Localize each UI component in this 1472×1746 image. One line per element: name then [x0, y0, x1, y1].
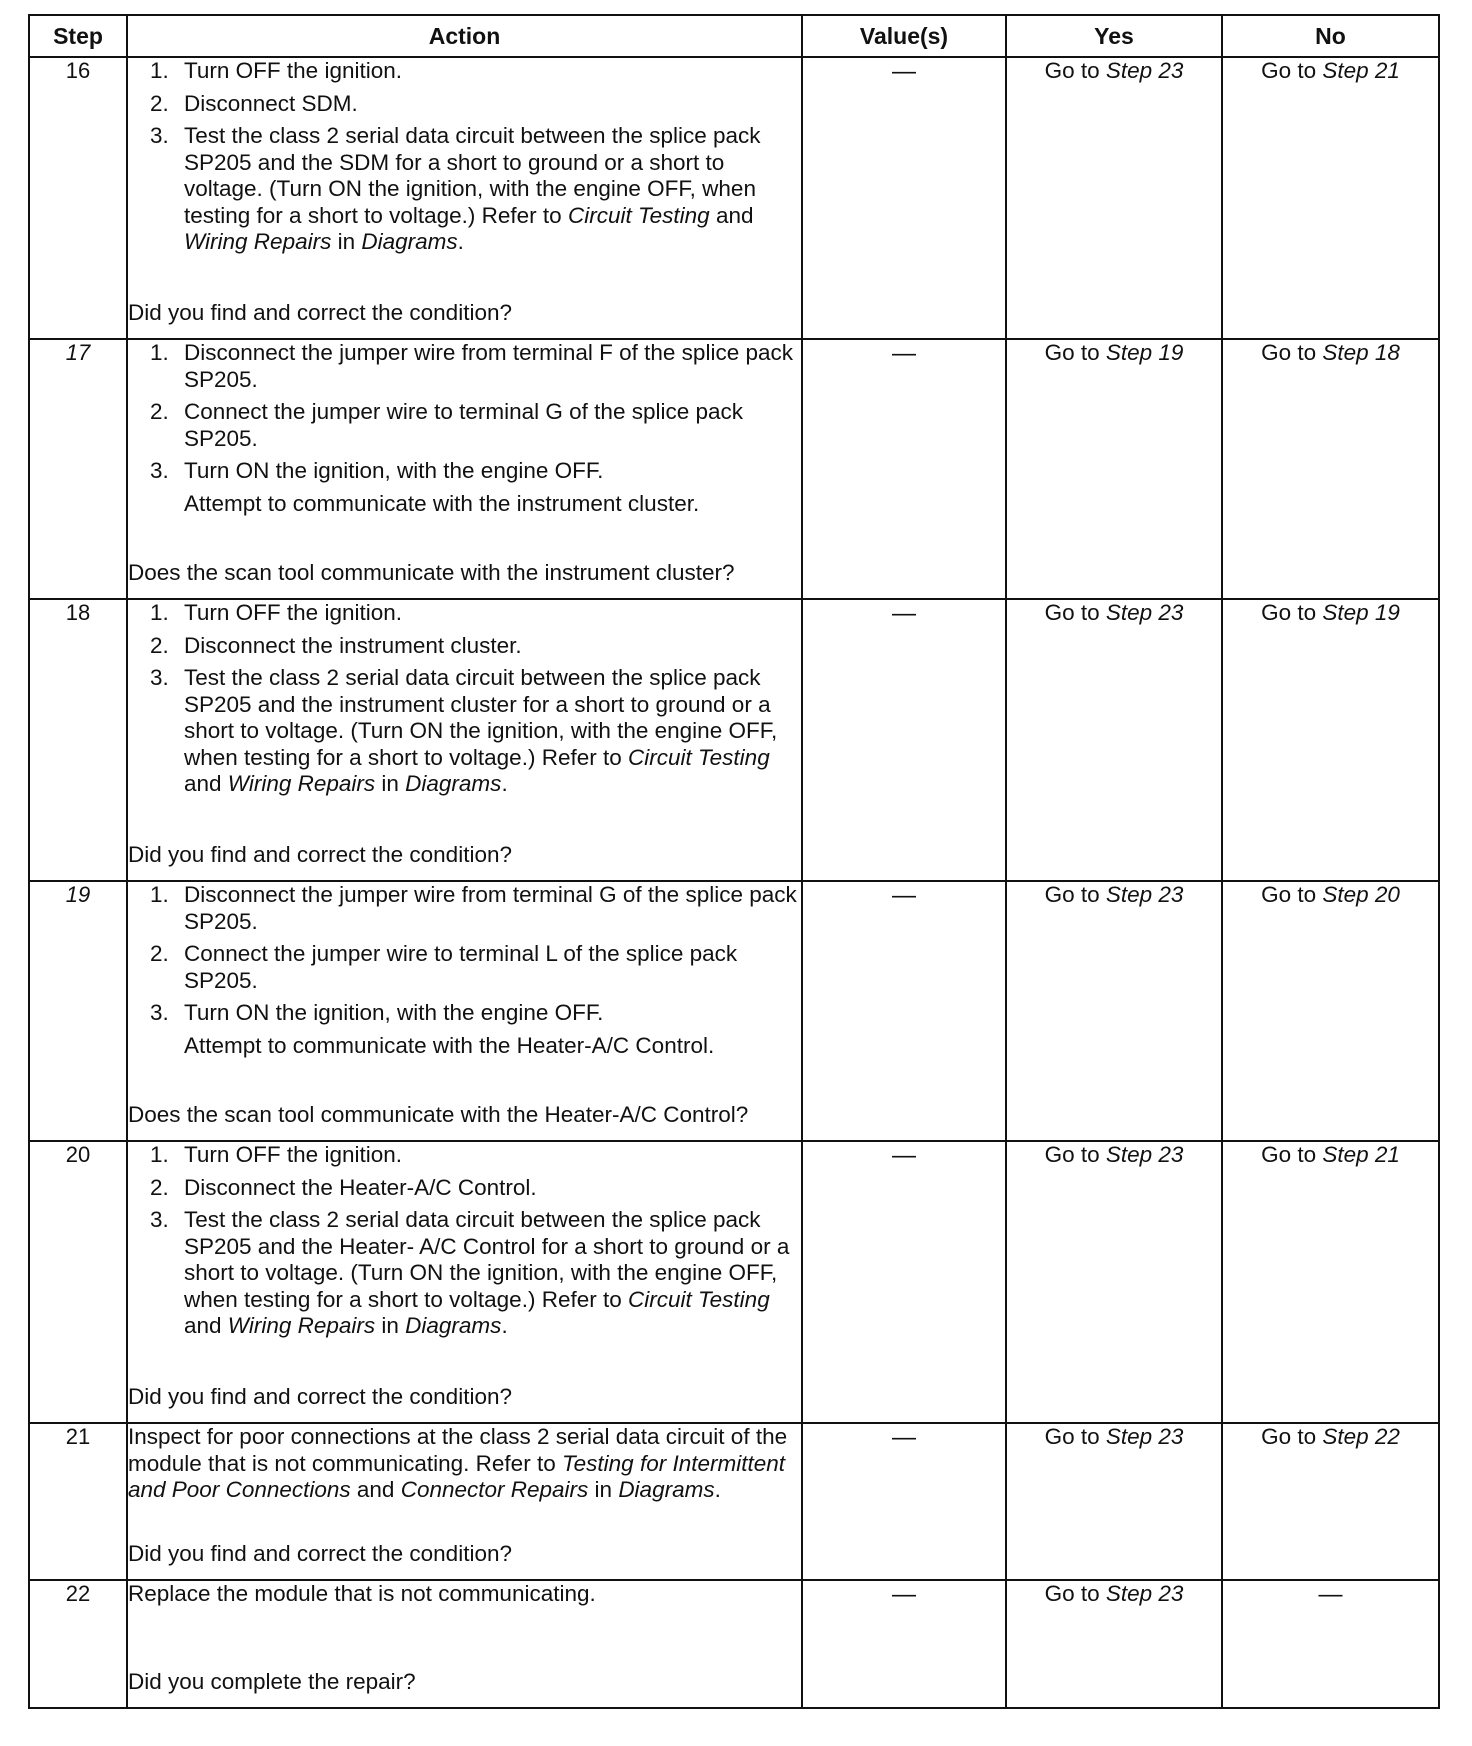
action-item: 3. Test the class 2 serial data circuit between the splice pack SP205 and the Heater- A/C Control for a short to ground or a short to voltage. (Turn ON the ignition, with the engine OFF, when testing for a short to voltage.) Refer to Circuit Testing and Wiring Repairs in Diagrams.: [150, 1207, 790, 1338]
action-cell: [127, 881, 802, 1141]
action-item: 2. Disconnect the Heater-A/C Control.: [150, 1174, 537, 1200]
diagrams-ref: Diagrams: [405, 1313, 502, 1338]
intermittent-connections-ref: Testing for Intermittent and Poor Connections: [128, 1450, 785, 1502]
no-action: Go to Step 22: [1222, 1423, 1439, 1580]
action-item: 1. Turn OFF the ignition.: [150, 1142, 403, 1167]
question: Did you find and correct the condition?: [128, 299, 512, 325]
action-note: Attempt to communicate with the Heater-A/C Control.: [184, 1032, 715, 1058]
action-item: 2. Connect the jumper wire to terminal L of the splice pack SP205.: [150, 941, 738, 993]
action-item: 1. Disconnect the jumper wire from terminal F of the splice pack SP205.: [150, 340, 793, 392]
yes-action: Go to Step 23: [1006, 1423, 1222, 1580]
action-item: 1. Disconnect the jumper wire from terminal G of the splice pack SP205.: [150, 882, 797, 934]
diagnostic-table: [28, 14, 1440, 1709]
table-row-step-17: [29, 339, 1439, 599]
step-number: 21: [29, 1423, 127, 1580]
wiring-repairs-ref: Wiring Repairs: [227, 1313, 376, 1338]
no-action: Go to Step 20: [1222, 881, 1439, 1141]
question: Did you complete the repair?: [128, 1668, 416, 1694]
question: Did you find and correct the condition?: [128, 1383, 512, 1409]
action-item: 2. Disconnect SDM.: [150, 90, 358, 116]
diagrams-ref: Diagrams: [618, 1477, 715, 1502]
action-item: 3. Test the class 2 serial data circuit between the splice pack SP205 and the instrument cluster for a short to ground or a short to voltage. (Turn ON the ignition, with the engine OFF, when testing for a short to voltage.) Refer to Circuit Testing and Wiring Repairs in Diagrams.: [150, 665, 778, 796]
step-number: 18: [29, 599, 127, 881]
value-cell: —: [802, 1141, 1006, 1423]
table-row-step-20: [29, 1141, 1439, 1423]
value-cell: —: [802, 339, 1006, 599]
yes-action: Go to Step 23: [1006, 881, 1222, 1141]
action-paragraph: Replace the module that is not communicating.: [128, 1581, 596, 1606]
step-number: 17: [29, 339, 127, 599]
yes-action: Go to Step 23: [1006, 599, 1222, 881]
table-row-step-16: [29, 57, 1439, 339]
yes-action: Go to Step 23: [1006, 1141, 1222, 1423]
action-cell: [127, 1423, 802, 1580]
table-row-step-18: [29, 599, 1439, 881]
connector-repairs-ref: Connector Repairs: [400, 1477, 589, 1502]
action-cell: [127, 1580, 802, 1708]
action-item: 3. Test the class 2 serial data circuit between the splice pack SP205 and the SDM for a short to ground or a short to voltage. (Turn ON the ignition, with the engine OFF, when testing for a short to voltage.) Refer to Circuit Testing and Wiring Repairs in Diagrams.: [150, 123, 761, 254]
diagrams-ref: Diagrams: [361, 229, 458, 254]
no-action: —: [1222, 1580, 1439, 1708]
action-item: 1. Turn OFF the ignition.: [150, 600, 403, 625]
value-cell: —: [802, 1423, 1006, 1580]
yes-action: Go to Step 23: [1006, 57, 1222, 339]
action-cell: [127, 1141, 802, 1423]
header-row: [29, 15, 1439, 57]
action-item: 2. Connect the jumper wire to terminal G of the splice pack SP205.: [150, 399, 744, 451]
action-cell: [127, 599, 802, 881]
table-row-step-19: [29, 881, 1439, 1141]
action-cell: [127, 57, 802, 339]
value-cell: —: [802, 57, 1006, 339]
wiring-repairs-ref: Wiring Repairs: [227, 771, 376, 796]
header-no: No: [1222, 15, 1439, 57]
diagrams-ref: Diagrams: [405, 771, 502, 796]
circuit-testing-ref: Circuit Testing: [627, 1286, 770, 1312]
action-item: 1. Turn OFF the ignition.: [150, 58, 403, 83]
value-cell: —: [802, 599, 1006, 881]
action-item: 3. Turn ON the ignition, with the engine OFF.: [150, 1000, 604, 1025]
header-step: Step: [29, 15, 127, 57]
value-cell: —: [802, 1580, 1006, 1708]
action-item: 2. Disconnect the instrument cluster.: [150, 632, 522, 658]
header-values: Value(s): [802, 15, 1006, 57]
table-row-step-22: [29, 1580, 1439, 1708]
step-number: 16: [29, 57, 127, 339]
question: Did you find and correct the condition?: [128, 1540, 512, 1566]
table-row-step-21: [29, 1423, 1439, 1580]
no-action: Go to Step 18: [1222, 339, 1439, 599]
circuit-testing-ref: Circuit Testing: [567, 202, 710, 228]
step-number: 20: [29, 1141, 127, 1423]
yes-action: Go to Step 23: [1006, 1580, 1222, 1708]
step-number: 19: [29, 881, 127, 1141]
action-cell: [127, 339, 802, 599]
question: Did you find and correct the condition?: [128, 841, 512, 867]
action-paragraph: Inspect for poor connections at the class 2 serial data circuit of the module that is not communicating. Refer to Testing for Intermittent and Poor Connections and Connector Repairs in Diagrams.: [128, 1424, 788, 1502]
header-yes: Yes: [1006, 15, 1222, 57]
wiring-repairs-ref: Wiring Repairs: [184, 229, 332, 254]
header-action: Action: [127, 15, 802, 57]
no-action: Go to Step 21: [1222, 57, 1439, 339]
value-cell: —: [802, 881, 1006, 1141]
no-action: Go to Step 19: [1222, 599, 1439, 881]
action-note: Attempt to communicate with the instrument cluster.: [184, 490, 700, 516]
step-number: 22: [29, 1580, 127, 1708]
question: Does the scan tool communicate with the Heater-A/C Control?: [128, 1101, 749, 1127]
question: Does the scan tool communicate with the instrument cluster?: [128, 559, 735, 585]
yes-action: Go to Step 19: [1006, 339, 1222, 599]
action-item: 3. Turn ON the ignition, with the engine OFF.: [150, 458, 604, 483]
no-action: Go to Step 21: [1222, 1141, 1439, 1423]
circuit-testing-ref: Circuit Testing: [627, 744, 770, 770]
